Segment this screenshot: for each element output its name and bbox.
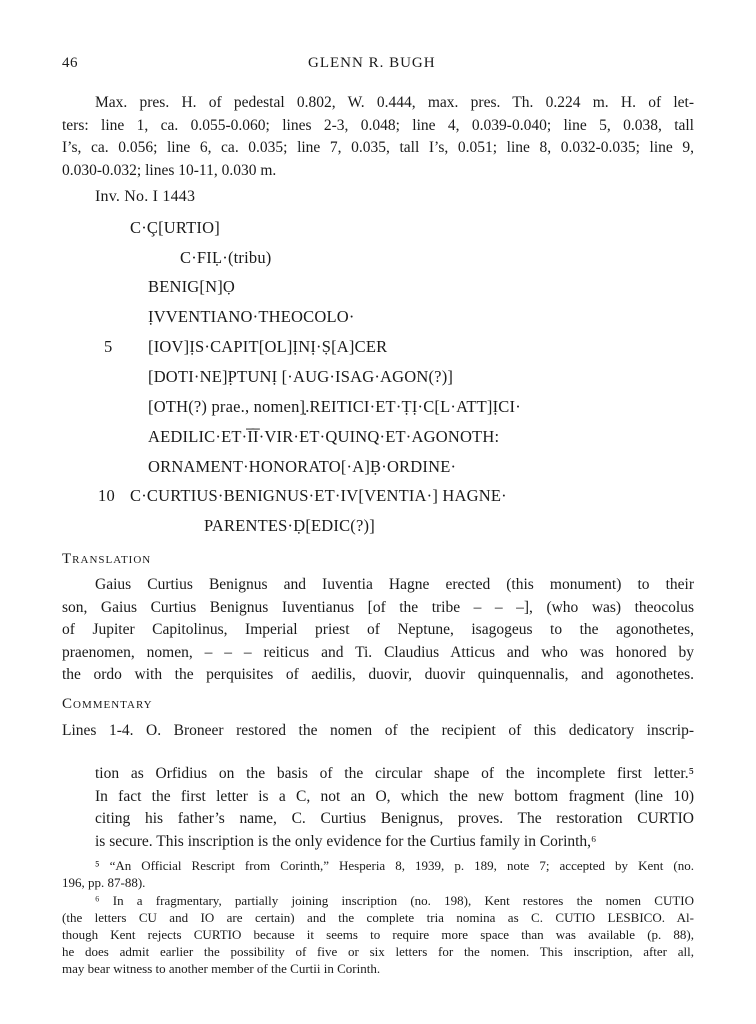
footnote-line: ⁶ In a fragmentary, partially joining inscription (no. 198), Kent restores the nomen CUTIO — [95, 893, 694, 908]
inscription-line: [OTH(?) prae., nomen]̣.REITICI·ET·ṬỊ·C[L·ATT]ỊCI· — [148, 397, 521, 416]
measurements-line: 0.030-0.032; lines 10-11, 0.030 m. — [62, 161, 277, 179]
measurements-line: Max. pres. H. of pedestal 0.802, W. 0.444, max. pres. Th. 0.224 m. H. of let- — [95, 94, 694, 111]
footnote-6 — [62, 892, 694, 977]
commentary-line: is secure. This inscription is the only evidence for the Curtius family in Corinth,⁶ — [95, 832, 597, 850]
running-head: GLENN R. BUGH — [308, 55, 436, 71]
measurements-line: I’s, ca. 0.056; line 6, ca. 0.035; line 7, 0.035, tall I’s, 0.051; line 8, 0.032-0.035; line 9, — [62, 139, 694, 156]
translation-paragraph — [62, 574, 694, 687]
translation-line: praenomen, nomen, – – – reiticus and Ti. Claudius Atticus and who was honored by — [62, 643, 694, 661]
measurements-line: ters: line 1, ca. 0.055-0.060; lines 2-3, 0.048; line 4, 0.039-0.040; line 5, 0.038, tall — [62, 116, 694, 134]
translation-line: son, Gaius Curtius Benignus Iuventianus [of the tribe – – –], (who was) theocolus — [62, 598, 694, 616]
footnote-line: may bear witness to another member of the Curtii in Corinth. — [62, 961, 381, 976]
measurements-paragraph — [62, 92, 694, 182]
line-number: 10 — [98, 486, 115, 505]
inscription-line: PARENTES·Ḍ[EDIC(?)] — [204, 516, 375, 535]
footnote-line: he does admit earlier the possibility of five or six letters for the nomen. This inscription, after all, — [62, 944, 694, 959]
translation-line: of Jupiter Capitolinus, Imperial priest of Neptune, isagogeus to the agonothetes, — [62, 621, 694, 638]
footnote-line: ⁵ “An Official Rescript from Corinth,” Hesperia 8, 1939, p. 189, note 7; accepted by Kent (no. — [95, 858, 694, 873]
translation-line: the ordo with the perquisites of aedilis, duovir, duovir quinquennalis, and agonothetes. — [62, 666, 694, 683]
page-number: 46 — [62, 55, 78, 71]
inscription-line: [DOTI·NE]P̣TUNỊ [·AUG·ISAG·AGON(?)] — [148, 367, 454, 386]
inscription-line: BENIG[N]Ọ — [148, 277, 236, 296]
commentary-heading: Commentary — [62, 696, 153, 712]
inventory-number: Inv. No. I 1443 — [95, 188, 196, 205]
footnote-5 — [62, 857, 694, 891]
commentary-line: In fact the first letter is a C, not an O, which the new bottom fragment (line 10) — [95, 787, 694, 805]
footnote-line: (the letters CU and IO are certain) and the complete tria nomina as C. CUTIO LESBICO. Al- — [62, 910, 694, 925]
commentary-line: Lines 1-4. O. Broneer restored the nomen of the recipient of this dedicatory inscrip- — [62, 722, 694, 739]
commentary-line: tion as Orfidius on the basis of the circular shape of the incomplete first letter.⁵ — [95, 765, 694, 782]
inscription-line: ORNAMENT·HONORATO[·A]Ḅ·ORDINE· — [148, 457, 457, 476]
inscription-line: [IOV]ỊS·CAPIT[OL]ỊNỊ·Ṣ[A]CER — [148, 337, 388, 356]
inscription-line: AEDILIC·ET·I̅I̅·VIR·ET·QUINQ·ET·AGONOTH: — [148, 427, 500, 446]
commentary-paragraph — [95, 763, 694, 853]
inscription-line: C·CURTIUS·BENIGNUS·ET·IV[VENTIA·] HAGNE· — [130, 486, 507, 505]
commentary-first-line — [62, 720, 694, 743]
translation-line: Gaius Curtius Benignus and Iuventia Hagne erected (this monument) to their — [95, 576, 694, 593]
footnote-line: though Kent rejects CURTIO because it seems to require more space than was available (p. 88), — [62, 927, 694, 942]
translation-heading: Translation — [62, 551, 152, 567]
footnote-line: 196, pp. 87-88). — [62, 875, 146, 890]
inscription-line: ỊVVENTIANO·THEOCOLO· — [148, 307, 355, 326]
inscription-line: C·Ç[URTIO] — [130, 218, 220, 237]
line-number: 5 — [104, 337, 113, 356]
commentary-line: citing his father’s name, C. Curtius Benignus, proves. The restoration CURTIO — [95, 810, 694, 827]
inscription-line: C·FIḶ·(tribu) — [180, 248, 272, 267]
